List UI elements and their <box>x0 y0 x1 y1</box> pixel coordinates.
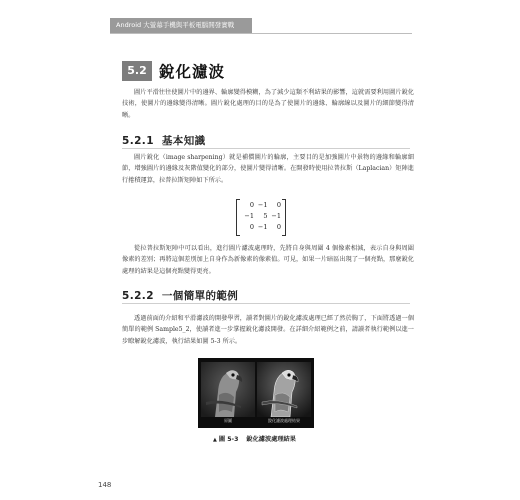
matrix-cell: 0 <box>249 201 254 209</box>
subsection-2-title: 一個簡單的範例 <box>161 290 239 302</box>
section-intro-paragraph: 圖片平滑往往使圖片中的邊界、輪廓變得模糊，為了減少這類不利結果的影響，這就需要利用圖片銳化技術，使圖片的邊緣變得清晰。圖片銳化處理的目的是為了使圖片的邊緣、輪廓線以及圖片的細節變得清晰。 <box>122 89 414 119</box>
subsection-1-rule <box>122 148 410 149</box>
header-rule <box>110 33 412 34</box>
subsection-2-number: 5.2.2 <box>122 290 154 302</box>
original-parrot-image <box>201 362 255 417</box>
matrix-cell: −1 <box>257 201 268 209</box>
original-image-label: 原圖 <box>224 418 232 423</box>
subsection-1-paragraph: 圖片銳化（image sharpening）就是補償圖片的輪廓，主要目的是加強圖片中景物的邊緣和輪廓細節，增強圖片的邊緣及灰階值變化的部分，使圖片變得清晰。在開發時使用拉普拉斯（Laplacian）矩陣進行捲積運算，拉普拉斯矩陣如下所示。 <box>122 154 414 184</box>
sharpened-parrot-image <box>257 362 311 417</box>
section-number-badge: 5.2 <box>122 61 152 81</box>
subsection-2-heading <box>122 288 238 303</box>
subsection-2-rule <box>122 303 410 304</box>
matrix-row <box>241 201 281 209</box>
subsection-1-number: 5.2.1 <box>122 135 154 147</box>
running-header: Android 大螢幕手機與平板電腦開發實戰 <box>110 18 252 33</box>
section-heading <box>122 61 225 81</box>
triangle-icon: ▲ <box>213 437 217 443</box>
figure-number: 圖 5-3 <box>218 436 239 443</box>
subsection-1-heading <box>122 133 206 148</box>
figure-caption <box>213 434 296 443</box>
sharpened-image-label: 銳化濾波處理結果 <box>268 418 300 423</box>
matrix-row <box>241 212 281 220</box>
subsection-1-explanation: 從拉普拉斯矩陣中可以看出，進行圖片濾波處理時，先將自身與周圍 4 個像素相減，表示自身與周圍像素的差別；再將這個差別加上自身作為新像素的像素值。可見，如果一片暗區出現了一個亮點，那麼銳化處理的結果是這個亮點變得更亮。 <box>122 245 414 275</box>
page-number: 148 <box>98 481 112 489</box>
figure-screenshot <box>198 358 314 428</box>
figure-caption-text: 銳化濾波處理結果 <box>246 436 296 443</box>
matrix-cell: 0 <box>249 223 254 231</box>
section-title: 銳化濾波 <box>159 63 226 81</box>
laplacian-matrix <box>236 199 286 236</box>
matrix-cell: 5 <box>263 212 268 220</box>
matrix-cell: 0 <box>276 201 281 209</box>
matrix-right-bracket <box>282 199 286 236</box>
matrix-row <box>241 223 281 231</box>
subsection-2-paragraph: 透過前面的介紹和平滑濾波的開發學習，讀者對圖片的銳化濾波處理已經了然於胸了，下面將透過一個簡單的範例 Sample5_2，使讀者進一步掌握銳化濾波開發。在詳細介紹範例之前，請讀者執行範例以進一步瞭解銳化濾波，執行結果如圖 5-3 所示。 <box>122 315 414 345</box>
matrix-cell: −1 <box>244 212 254 220</box>
matrix-cell: −1 <box>257 223 268 231</box>
subsection-1-title: 基本知識 <box>161 135 206 147</box>
matrix-cell: −1 <box>271 212 281 220</box>
matrix-cell: 0 <box>276 223 281 231</box>
matrix-left-bracket <box>236 199 240 236</box>
